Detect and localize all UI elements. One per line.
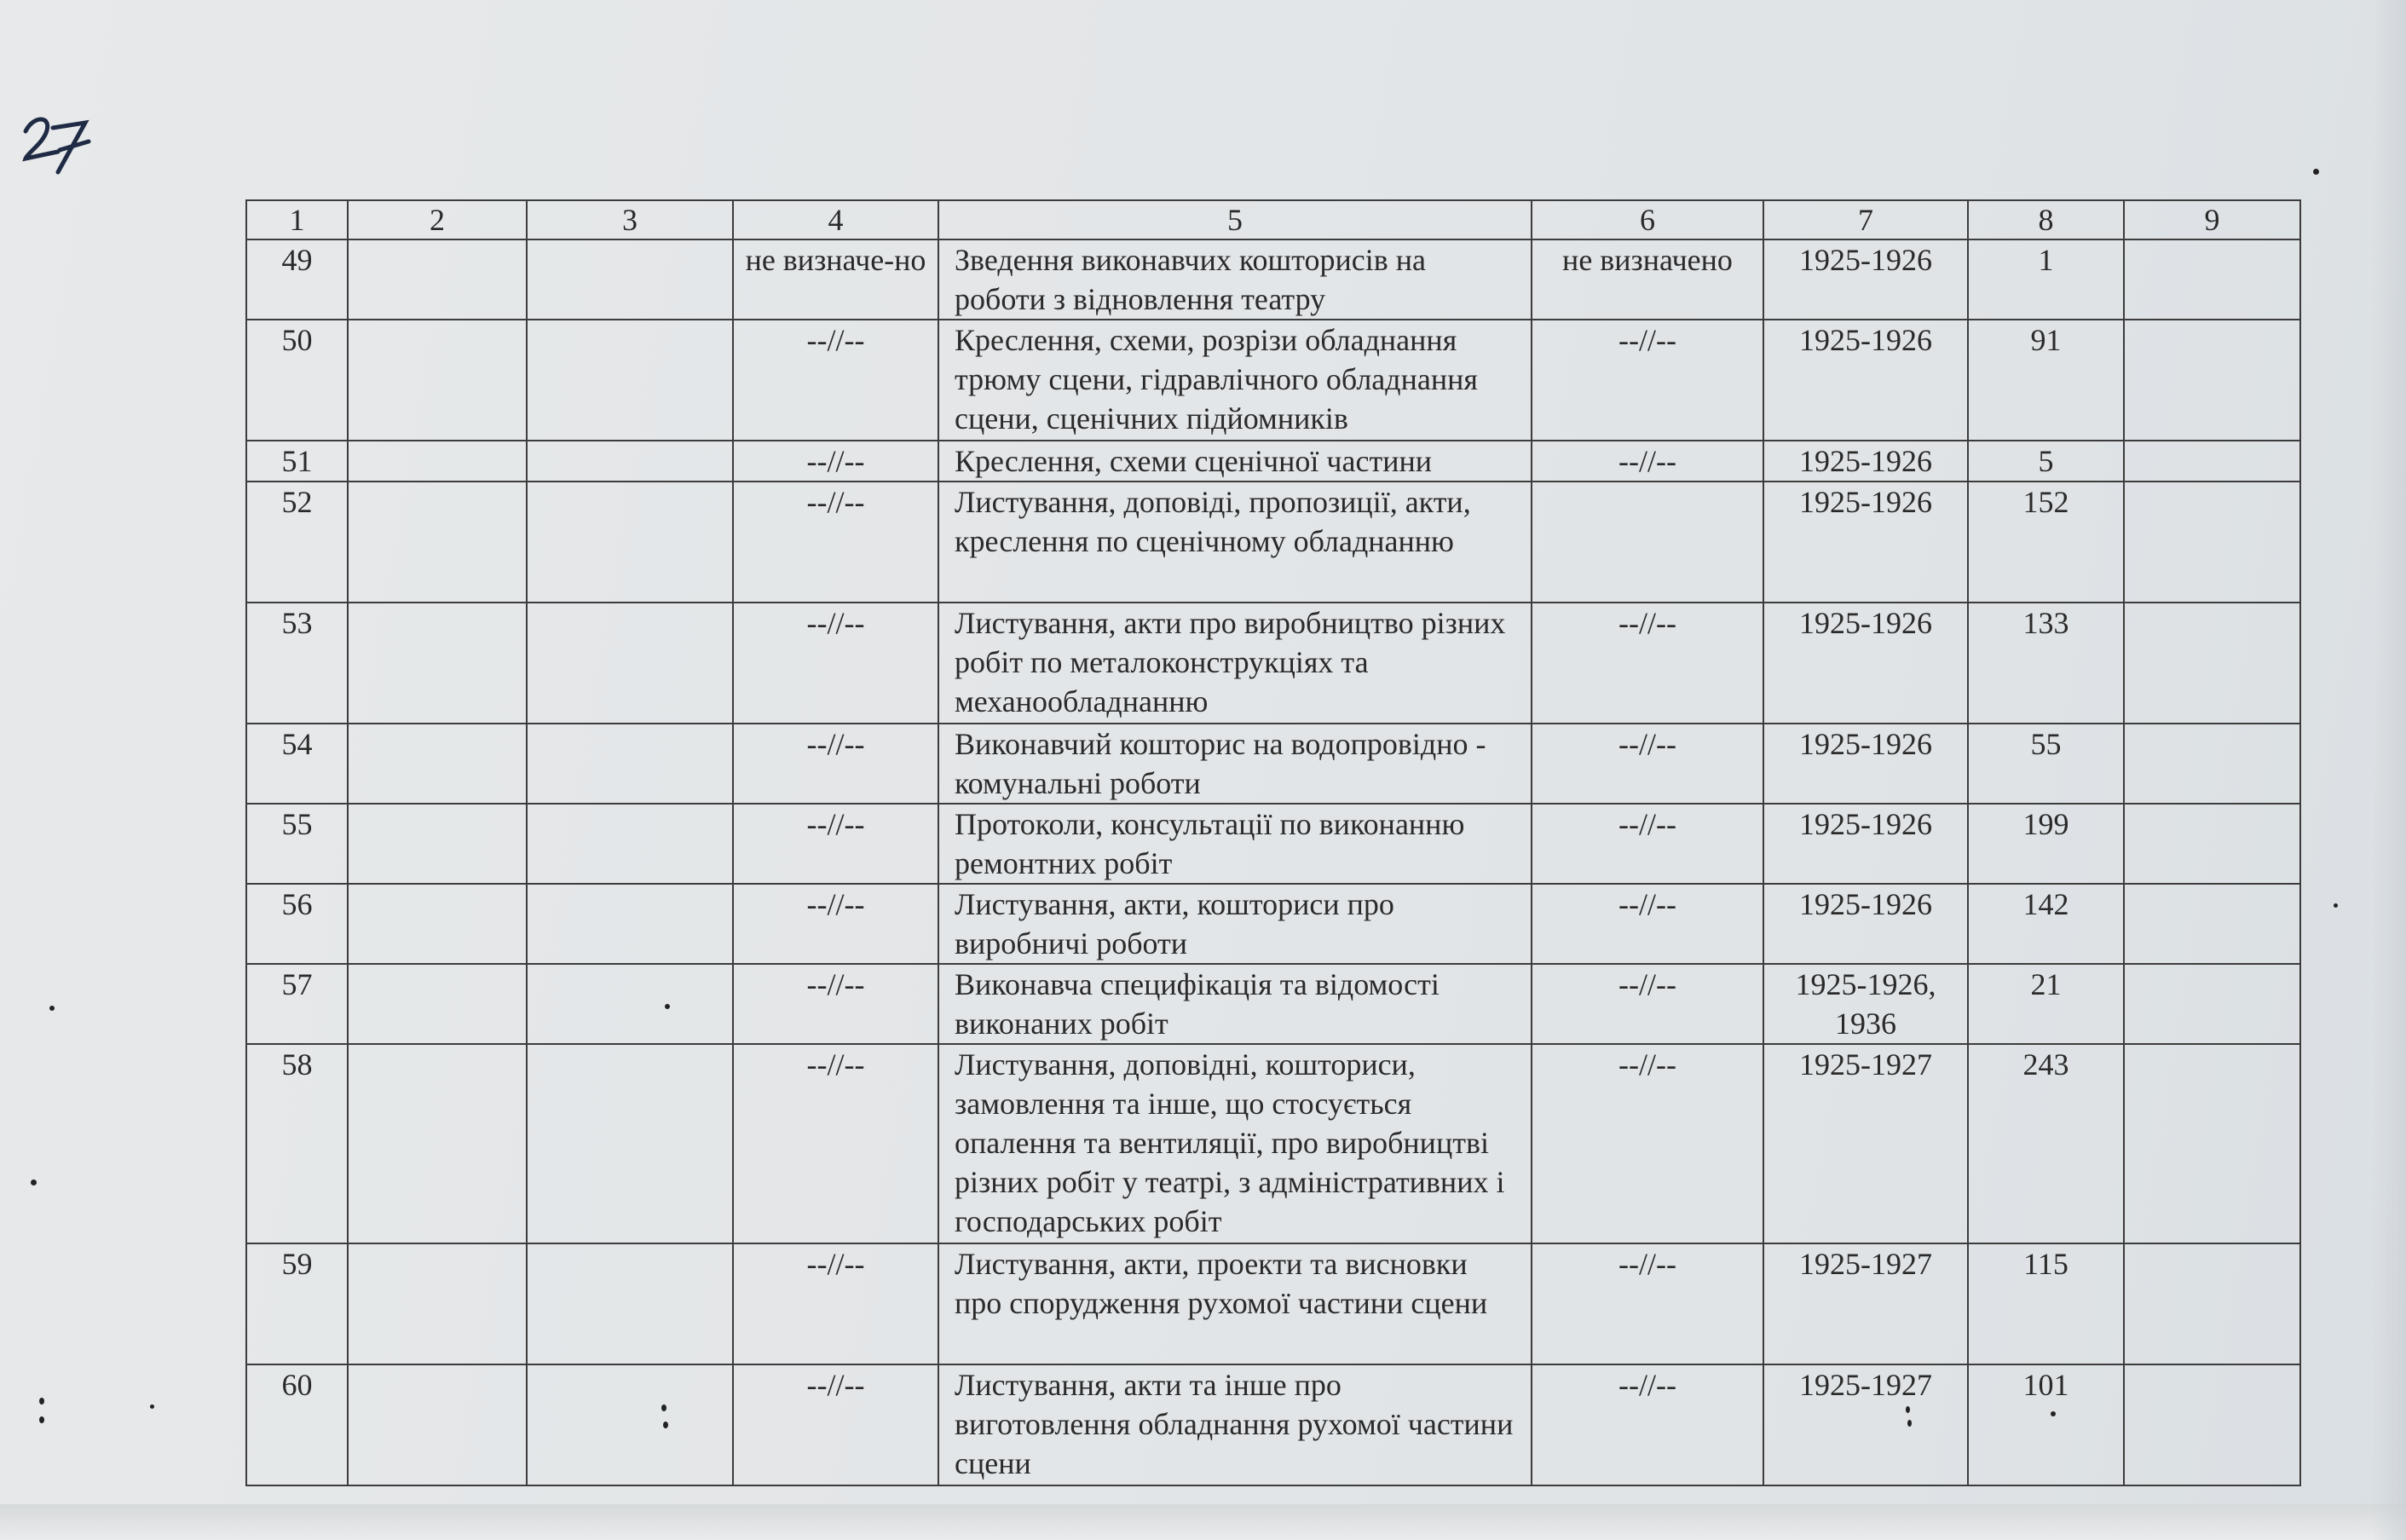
cell-description: Листування, акти, проекти та висновки про спорудження рухомої частини сцени [938, 1243, 1532, 1364]
cell-description: Протоколи, консультації по виконанню ремонтних робіт [938, 804, 1532, 884]
cell-col-4: --//-- [733, 724, 938, 804]
cell-col-2 [348, 964, 527, 1044]
scan-speck [39, 1416, 44, 1423]
cell-dates: 1925-1926 [1763, 239, 1968, 320]
cell-col-4: --//-- [733, 804, 938, 884]
scan-speck [39, 1398, 44, 1404]
cell-sheet-count: 243 [1968, 1044, 2124, 1243]
scan-speck [2051, 1411, 2056, 1416]
table-row [246, 320, 2300, 441]
scan-speck [31, 1180, 37, 1185]
cell-item-number: 60 [246, 1364, 348, 1485]
cell-col-2 [348, 1364, 527, 1485]
cell-col-2 [348, 884, 527, 964]
cell-col-6: --//-- [1532, 724, 1763, 804]
cell-col-6 [1532, 482, 1763, 603]
cell-col-4: --//-- [733, 603, 938, 724]
table-row [246, 804, 2300, 884]
cell-dates: 1925-1926, 1936 [1763, 964, 1968, 1044]
cell-notes [2124, 482, 2300, 603]
cell-sheet-count: 101 [1968, 1364, 2124, 1485]
cell-notes [2124, 804, 2300, 884]
cell-item-number: 51 [246, 441, 348, 482]
scan-speck [2334, 903, 2338, 908]
table-row [246, 441, 2300, 482]
cell-col-4: --//-- [733, 482, 938, 603]
cell-item-number: 50 [246, 320, 348, 441]
cell-notes [2124, 1364, 2300, 1485]
cell-col-4: --//-- [733, 1364, 938, 1485]
table-row [246, 1044, 2300, 1243]
cell-description: Листування, доповіді, пропозиції, акти, креслення по сценічному обладнанню [938, 482, 1532, 603]
table-row [246, 964, 2300, 1044]
cell-col-2 [348, 239, 527, 320]
cell-sheet-count: 133 [1968, 603, 2124, 724]
cell-description: Листування, доповідні, кошториси, замовлення та інше, що стосується опалення та вентиляції, про виробництві різних робіт у театрі, з адміністративних і господарських робіт [938, 1044, 1532, 1243]
scan-speck [663, 1422, 668, 1428]
cell-col-2 [348, 1243, 527, 1364]
cell-dates: 1925-1927 [1763, 1364, 1968, 1485]
cell-col-4: --//-- [733, 441, 938, 482]
col-num-5: 5 [938, 200, 1532, 239]
cell-col-4: --//-- [733, 320, 938, 441]
col-num-9: 9 [2124, 200, 2300, 239]
scan-speck [1906, 1406, 1910, 1413]
cell-col-6: --//-- [1532, 603, 1763, 724]
cell-col-6: --//-- [1532, 804, 1763, 884]
cell-col-6: --//-- [1532, 964, 1763, 1044]
cell-notes [2124, 884, 2300, 964]
cell-notes [2124, 603, 2300, 724]
cell-notes [2124, 239, 2300, 320]
scan-speck [2313, 169, 2319, 175]
cell-item-number: 55 [246, 804, 348, 884]
cell-col-3 [527, 804, 733, 884]
cell-description: Листування, акти, кошториси про виробничі роботи [938, 884, 1532, 964]
scan-speck [49, 1006, 55, 1011]
col-num-8: 8 [1968, 200, 2124, 239]
cell-sheet-count: 152 [1968, 482, 2124, 603]
cell-col-2 [348, 482, 527, 603]
table-row [246, 239, 2300, 320]
scan-speck [661, 1404, 666, 1411]
cell-dates: 1925-1926 [1763, 804, 1968, 884]
cell-col-2 [348, 320, 527, 441]
cell-sheet-count: 91 [1968, 320, 2124, 441]
col-num-7: 7 [1763, 200, 1968, 239]
cell-description: Листування, акти про виробництво різних робіт по металоконструкціях та механообладнанню [938, 603, 1532, 724]
cell-sheet-count: 21 [1968, 964, 2124, 1044]
scan-speck [1907, 1420, 1912, 1427]
table-row [246, 482, 2300, 603]
column-number-header [246, 200, 2300, 239]
cell-col-3 [527, 239, 733, 320]
cell-notes [2124, 1044, 2300, 1243]
cell-col-3 [527, 724, 733, 804]
cell-dates: 1925-1927 [1763, 1243, 1968, 1364]
cell-col-4: --//-- [733, 1044, 938, 1243]
cell-col-2 [348, 603, 527, 724]
cell-col-6: --//-- [1532, 884, 1763, 964]
cell-dates: 1925-1926 [1763, 441, 1968, 482]
table-row [246, 603, 2300, 724]
paper-right-shadow [2372, 0, 2406, 1540]
scan-speck [665, 1004, 670, 1009]
inventory-table [245, 199, 2301, 1486]
cell-sheet-count: 115 [1968, 1243, 2124, 1364]
cell-sheet-count: 199 [1968, 804, 2124, 884]
cell-dates: 1925-1926 [1763, 603, 1968, 724]
cell-col-4: --//-- [733, 884, 938, 964]
cell-col-3 [527, 1243, 733, 1364]
cell-col-2 [348, 804, 527, 884]
cell-notes [2124, 964, 2300, 1044]
cell-notes [2124, 320, 2300, 441]
cell-description: Листування, акти та інше про виготовлення обладнання рухомої частини сцени [938, 1364, 1532, 1485]
table-row [246, 724, 2300, 804]
cell-notes [2124, 724, 2300, 804]
cell-col-6: --//-- [1532, 1044, 1763, 1243]
cell-col-6: --//-- [1532, 1243, 1763, 1364]
cell-description: Креслення, схеми, розрізи обладнання трюму сцени, гідравлічного обладнання сцени, сценічних підйомників [938, 320, 1532, 441]
cell-description: Виконавчий кошторис на водопровідно - комунальні роботи [938, 724, 1532, 804]
cell-dates: 1925-1926 [1763, 482, 1968, 603]
col-num-4: 4 [733, 200, 938, 239]
cell-col-2 [348, 1044, 527, 1243]
scan-speck [150, 1404, 154, 1409]
cell-description: Креслення, схеми сценічної частини [938, 441, 1532, 482]
cell-sheet-count: 1 [1968, 239, 2124, 320]
cell-dates: 1925-1926 [1763, 884, 1968, 964]
cell-col-6: --//-- [1532, 320, 1763, 441]
cell-description: Зведення виконавчих кошторисів на роботи з відновлення театру [938, 239, 1532, 320]
cell-item-number: 52 [246, 482, 348, 603]
cell-item-number: 54 [246, 724, 348, 804]
col-num-2: 2 [348, 200, 527, 239]
cell-col-4: --//-- [733, 1243, 938, 1364]
cell-col-4: --//-- [733, 964, 938, 1044]
cell-col-3 [527, 320, 733, 441]
cell-dates: 1925-1927 [1763, 1044, 1968, 1243]
cell-description: Виконавча специфікація та відомості виконаних робіт [938, 964, 1532, 1044]
cell-col-3 [527, 1044, 733, 1243]
col-num-3: 3 [527, 200, 733, 239]
cell-sheet-count: 142 [1968, 884, 2124, 964]
cell-col-3 [527, 964, 733, 1044]
table-row [246, 1243, 2300, 1364]
col-num-1: 1 [246, 200, 348, 239]
cell-item-number: 49 [246, 239, 348, 320]
cell-col-3 [527, 1364, 733, 1485]
table-row [246, 1364, 2300, 1485]
cell-col-3 [527, 603, 733, 724]
cell-item-number: 53 [246, 603, 348, 724]
cell-col-6: --//-- [1532, 441, 1763, 482]
cell-col-3 [527, 884, 733, 964]
inventory-rows [246, 239, 2300, 1485]
cell-item-number: 58 [246, 1044, 348, 1243]
cell-notes [2124, 441, 2300, 482]
cell-col-2 [348, 441, 527, 482]
cell-col-3 [527, 482, 733, 603]
cell-item-number: 56 [246, 884, 348, 964]
cell-dates: 1925-1926 [1763, 724, 1968, 804]
paper-bottom-edge [0, 1504, 2406, 1540]
cell-col-2 [348, 724, 527, 804]
cell-col-3 [527, 441, 733, 482]
handwritten-page-number [19, 102, 95, 179]
cell-col-6: не визначено [1532, 239, 1763, 320]
cell-sheet-count: 5 [1968, 441, 2124, 482]
cell-notes [2124, 1243, 2300, 1364]
col-num-6: 6 [1532, 200, 1763, 239]
cell-sheet-count: 55 [1968, 724, 2124, 804]
cell-col-4: не визначе-но [733, 239, 938, 320]
cell-item-number: 57 [246, 964, 348, 1044]
table-row [246, 884, 2300, 964]
cell-dates: 1925-1926 [1763, 320, 1968, 441]
cell-item-number: 59 [246, 1243, 348, 1364]
cell-col-6: --//-- [1532, 1364, 1763, 1485]
